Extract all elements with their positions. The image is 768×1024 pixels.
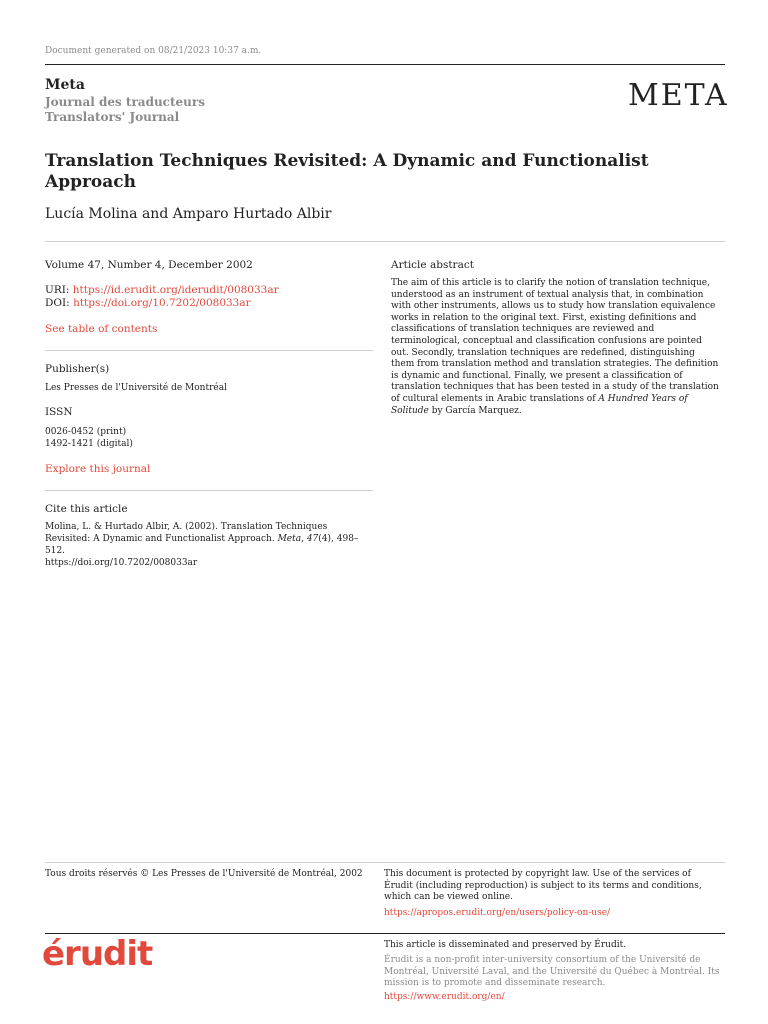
journal-subtitle-fr: Journal des traducteurs — [45, 95, 205, 109]
left-divider-1 — [45, 350, 373, 351]
policy-link[interactable]: https://apropos.erudit.org/en/users/policy-on-use/ — [384, 907, 611, 918]
citation-doi: https://doi.org/10.7202/008033ar — [45, 558, 198, 568]
rights-notice: Tous droits réservés © Les Presses de l'Université de Montréal, 2002 — [45, 869, 363, 879]
citation-pages: (4), 498–512. — [45, 534, 359, 556]
abstract-end: by García Marquez. — [428, 405, 522, 416]
citation-text — [45, 521, 365, 569]
erudit-website-link[interactable]: https://www.erudit.org/en/ — [384, 992, 505, 1002]
footer-divider — [45, 862, 725, 863]
left-divider-2 — [45, 490, 373, 491]
uri-link[interactable]: https://id.erudit.org/iderudit/008033ar — [72, 284, 279, 296]
dissemination-heading: This article is disseminated and preserved by Érudit. — [384, 940, 627, 950]
citation-comma: , — [301, 534, 307, 544]
abstract-body: The aim of this article is to clarify the notion of translation technique, understood as an instrument of textual analysis that, in combination with other instruments, allows us to study how translation equivalence works in relation to the original text. First, existing definitions and classifications of translation techniques are reviewed and terminological, conceptual and classification confusions are pointed out. Secondly, translation techniques are redefined, distinguishing them from translation method and translation strategies. The definition is dynamic and functional. Finally, we present a classification of translation techniques that has been tested in a study of the translation of cultural elements in Arabic translations of — [391, 278, 719, 404]
uri-label: URI: — [45, 284, 73, 296]
issn-digital: 1492-1421 (digital) — [45, 439, 133, 449]
citation-journal: Meta — [277, 534, 302, 544]
section-divider — [45, 241, 725, 242]
top-divider — [45, 64, 725, 65]
uri-line — [45, 284, 373, 297]
abstract-heading: Article abstract — [391, 259, 474, 271]
doi-label: DOI: — [45, 297, 74, 309]
abstract-text — [391, 278, 721, 417]
explore-journal-link[interactable]: Explore this journal — [45, 463, 151, 475]
issn-heading: ISSN — [45, 406, 73, 418]
volume-info: Volume 47, Number 4, December 2002 — [45, 259, 253, 271]
article-title: Translation Techniques Revisited: A Dynamic and Functionalist Approach — [45, 151, 649, 192]
generation-note: Document generated on 08/21/2023 10:37 a.m. — [45, 46, 262, 56]
citation-main: Molina, L. & Hurtado Albir, A. (2002). Translation Techniques Revisited: A Dynamic and Functionalist Approach. — [45, 522, 328, 544]
table-of-contents-link[interactable]: See table of contents — [45, 323, 158, 335]
abstract-book-title: A Hundred Years of Solitude — [391, 393, 688, 416]
publisher-name: Les Presses de l'Université de Montréal — [45, 383, 227, 393]
identifiers — [45, 284, 373, 310]
doi-line — [45, 297, 373, 310]
journal-name: Meta — [45, 77, 85, 93]
article-authors: Lucía Molina and Amparo Hurtado Albir — [45, 206, 332, 222]
issn-print: 0026-0452 (print) — [45, 427, 127, 437]
cite-heading: Cite this article — [45, 503, 128, 515]
copyright-text: This document is protected by copyright law. Use of the services of Érudit (including reproduction) is subject to its terms and conditions, which can be viewed online. — [384, 869, 702, 903]
copyright-notice — [384, 869, 720, 919]
publisher-heading: Publisher(s) — [45, 363, 110, 375]
citation-volume: 47 — [306, 534, 319, 544]
dissemination-text: Érudit is a non-profit inter-university consortium of the Université de Montréal, Université Laval, and the Université du Québec à Montréal. Its mission is to promote and disseminate research. — [384, 955, 720, 989]
journal-subtitle-en: Translators' Journal — [45, 110, 180, 124]
erudit-logo: érudit — [42, 934, 153, 974]
meta-logo: MΕTA — [628, 78, 729, 113]
issn-values — [45, 426, 373, 450]
journal-subtitles — [45, 95, 205, 125]
doi-link[interactable]: https://doi.org/10.7202/008033ar — [73, 297, 251, 309]
